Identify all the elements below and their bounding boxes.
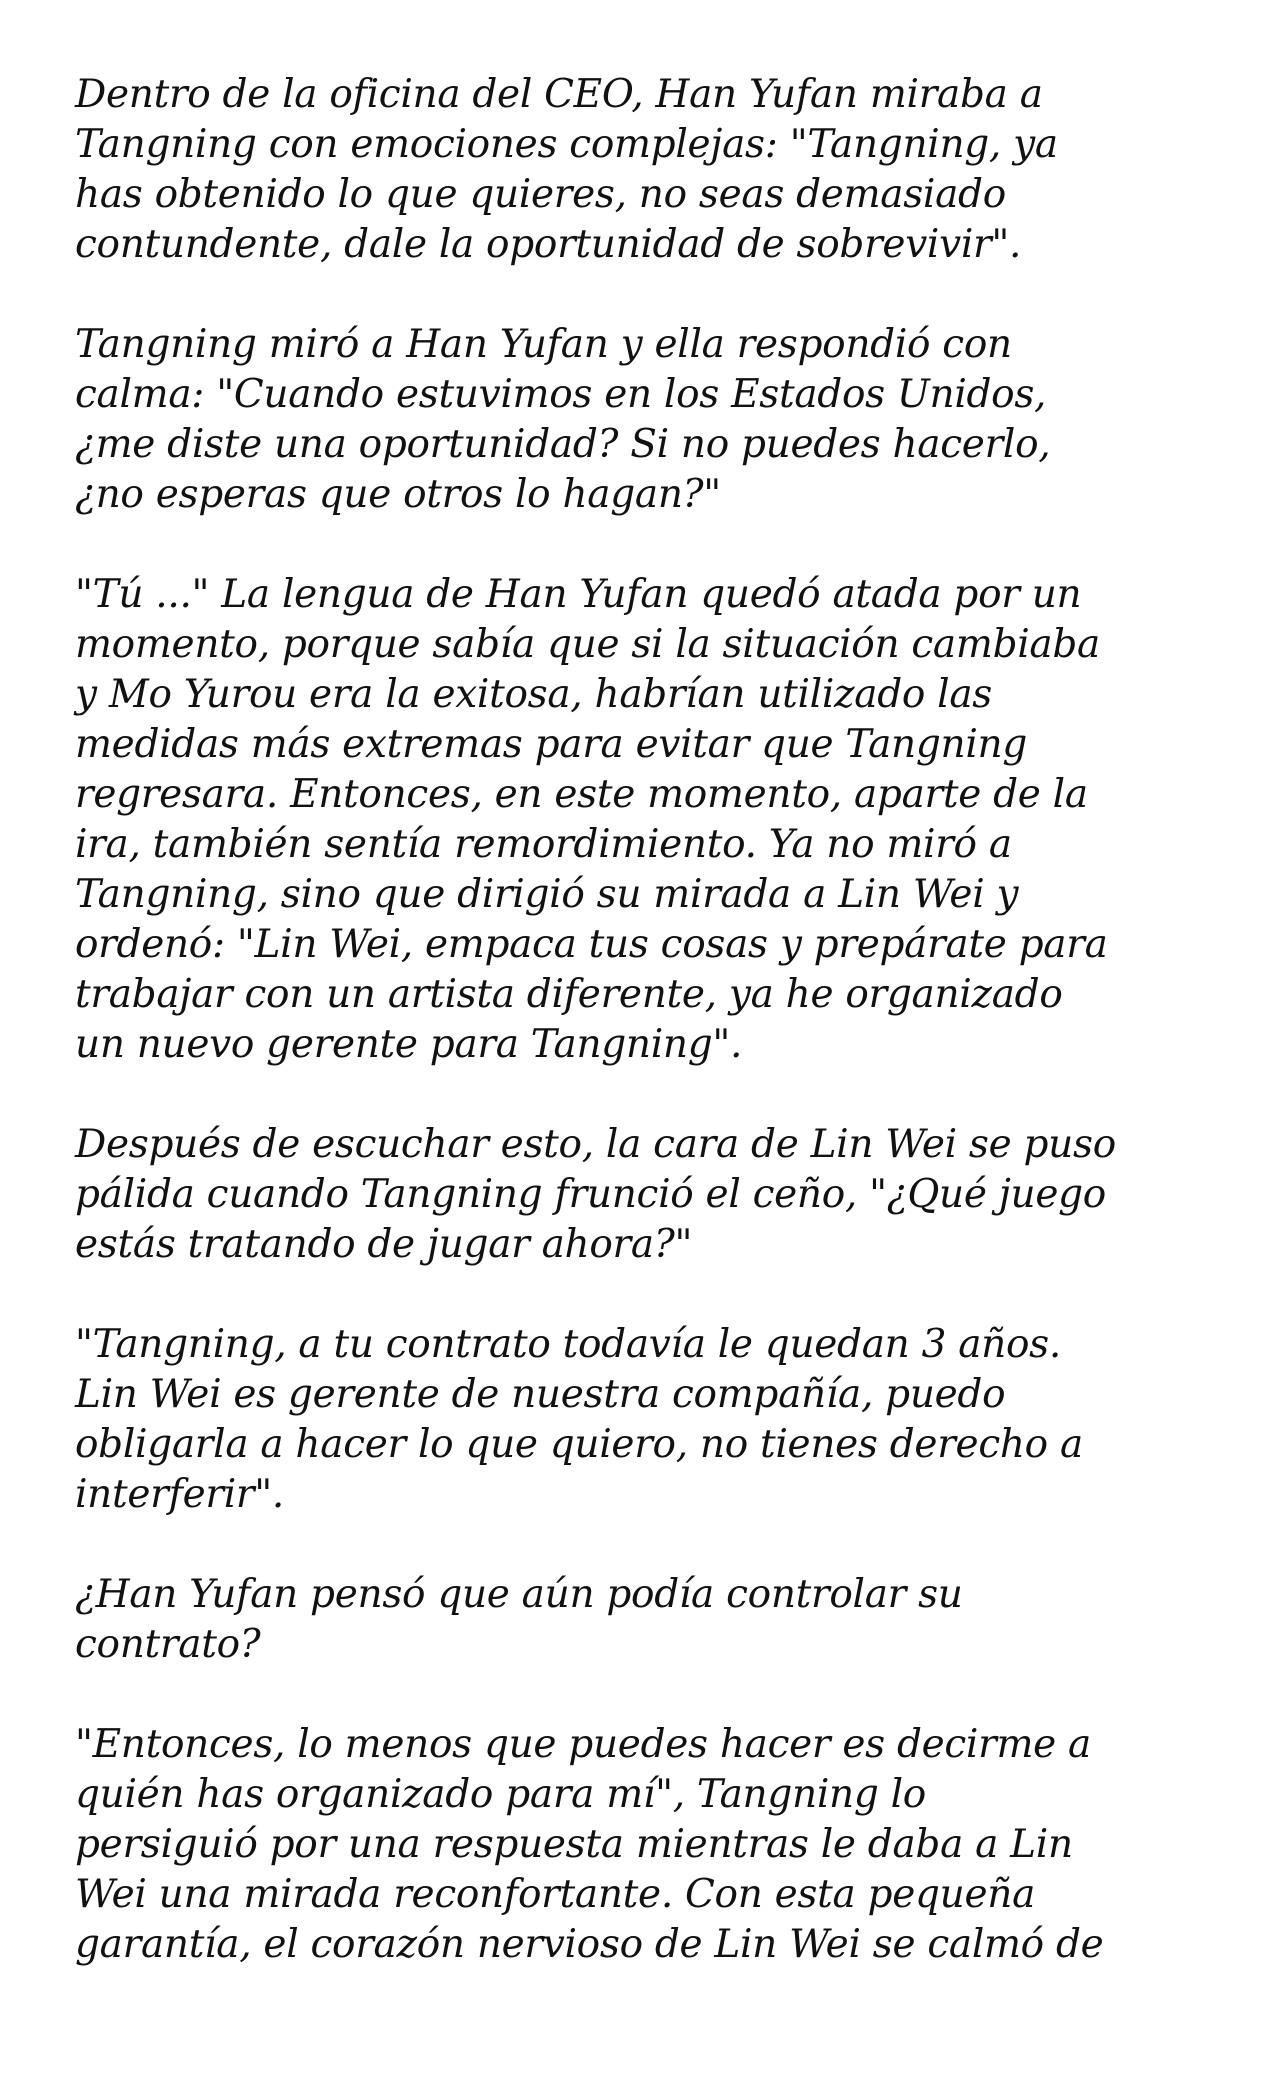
text-line: un nuevo gerente para Tangning".: [75, 1022, 743, 1067]
text-line: interferir".: [75, 1472, 284, 1517]
text-line: trabajar con un artista diferente, ya he organizado: [75, 972, 1063, 1017]
text-line: regresara. Entonces, en este momento, aparte de la: [75, 772, 1088, 817]
paragraph-7: [75, 1720, 1225, 1970]
text-line: quién has organizado para mí", Tangning lo: [75, 1772, 926, 1817]
story-text: [75, 70, 1225, 2020]
text-line: estás tratando de jugar ahora?": [75, 1222, 693, 1267]
text-line: Después de escuchar esto, la cara de Lin Wei se puso: [75, 1122, 1116, 1167]
text-line: y Mo Yurou era la exitosa, habrían utilizado las: [75, 672, 993, 717]
text-line: momento, porque sabía que si la situación cambiaba: [75, 622, 1100, 667]
text-line: Tangning con emociones complejas: "Tangning, ya: [75, 122, 1058, 167]
text-line: pálida cuando Tangning frunció el ceño, "¿Qué juego: [75, 1172, 1106, 1217]
text-line: ¿Han Yufan pensó que aún podía controlar su: [75, 1572, 963, 1617]
text-line: "Tú ..." La lengua de Han Yufan quedó atada por un: [75, 572, 1082, 617]
text-line: "Entonces, lo menos que puedes hacer es decirme a: [75, 1722, 1091, 1767]
paragraph-4: [75, 1120, 1225, 1270]
text-line: persiguió por una respuesta mientras le daba a Lin: [75, 1822, 1073, 1867]
paragraph-2: [75, 320, 1225, 520]
text-line: "Tangning, a tu contrato todavía le quedan 3 años.: [75, 1322, 1061, 1367]
text-line: ira, también sentía remordimiento. Ya no miró a: [75, 822, 1012, 867]
paragraph-3: [75, 570, 1225, 1070]
text-line: calma: "Cuando estuvimos en los Estados Unidos,: [75, 372, 1047, 417]
text-line: Dentro de la oficina del CEO, Han Yufan miraba a: [75, 72, 1043, 117]
text-line: Tangning miró a Han Yufan y ella respondió con: [75, 322, 1012, 367]
paragraph-6: [75, 1570, 1225, 1670]
text-line: Tangning, sino que dirigió su mirada a Lin Wei y: [75, 872, 1019, 917]
text-line: ¿no esperas que otros lo hagan?": [75, 472, 721, 517]
paragraph-1: [75, 70, 1225, 270]
text-line: Wei una mirada reconfortante. Con esta pequeña: [75, 1872, 1036, 1917]
text-line: ¿me diste una oportunidad? Si no puedes hacerlo,: [75, 422, 1051, 467]
text-line: contundente, dale la oportunidad de sobrevivir".: [75, 222, 1022, 267]
text-line: ordenó: "Lin Wei, empaca tus cosas y prepárate para: [75, 922, 1108, 967]
text-line: obligarla a hacer lo que quiero, no tienes derecho a: [75, 1422, 1083, 1467]
text-line: garantía, el corazón nervioso de Lin Wei se calmó de: [75, 1922, 1104, 1967]
text-line: medidas más extremas para evitar que Tangning: [75, 722, 1027, 767]
text-line: contrato?: [75, 1622, 261, 1667]
text-line: has obtenido lo que quieres, no seas demasiado: [75, 172, 1006, 217]
paragraph-5: [75, 1320, 1225, 1520]
text-line: Lin Wei es gerente de nuestra compañía, puedo: [75, 1372, 1006, 1417]
